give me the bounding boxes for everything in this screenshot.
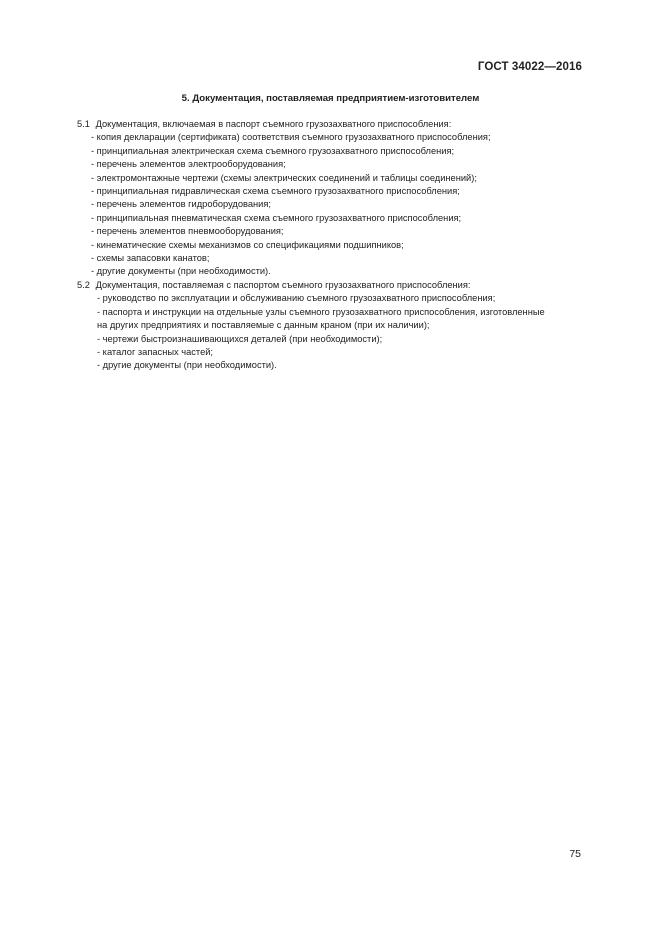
list-item: - принципиальная пневматическая схема съемного грузозахватного приспособления; <box>91 212 462 223</box>
clause-5-1 <box>77 118 587 279</box>
list-item: - перечень элементов электрооборудования; <box>91 159 286 170</box>
list-item: - другие документы (при необходимости). <box>97 360 277 371</box>
list-item <box>77 306 587 319</box>
clause-text: Документация, включаемая в паспорт съемного грузозахватного приспособления: <box>95 119 452 129</box>
list-item-continuation: на других предприятиях и поставляемые с данным краном (при их наличии); <box>97 320 430 331</box>
list-item: - перечень элементов пневмооборудования; <box>91 226 284 237</box>
section-title: 5. Документация, поставляемая предприятием-изготовителем <box>181 93 480 104</box>
page-number: 75 <box>569 848 581 860</box>
list-item: - кинематические схемы механизмов со спецификациями подшипников; <box>91 239 404 250</box>
clause-items <box>77 292 587 372</box>
list-item: - принципиальная гидравлическая схема съемного грузозахватного приспособления; <box>91 186 460 197</box>
list-item: - копия декларации (сертификата) соответствия съемного грузозахватного приспособления; <box>91 132 491 143</box>
section-body <box>77 118 587 373</box>
list-item: - другие документы (при необходимости). <box>91 266 271 277</box>
list-item: - схемы запасовки канатов; <box>91 253 210 264</box>
list-item: - чертежи быстроизнашивающихся деталей (при необходимости); <box>97 333 383 344</box>
clause-heading <box>77 118 587 131</box>
clause-number: 5.1 <box>77 119 90 129</box>
standard-code: ГОСТ 34022—2016 <box>477 61 582 73</box>
list-item: - руководство по эксплуатации и обслуживанию съемного грузозахватного приспособления; <box>97 293 496 304</box>
clause-heading <box>77 279 587 292</box>
clause-items <box>77 131 587 278</box>
list-item: - перечень элементов гидроборудования; <box>91 199 271 210</box>
list-item: - принципиальная электрическая схема съемного грузозахватного приспособления; <box>91 145 455 156</box>
clause-number: 5.2 <box>77 279 90 290</box>
list-item: - электромонтажные чертежи (схемы электрических соединений и таблицы соединений); <box>91 172 477 183</box>
clause-5-2 <box>77 279 587 373</box>
list-item-text: - паспорта и инструкции на отдельные узлы съемного грузозахватного приспособления, изготовленные <box>97 306 545 317</box>
list-item: - каталог запасных частей; <box>97 346 214 357</box>
clause-text: Документация, поставляемая с паспортом съемного грузозахватного приспособления: <box>95 279 471 290</box>
